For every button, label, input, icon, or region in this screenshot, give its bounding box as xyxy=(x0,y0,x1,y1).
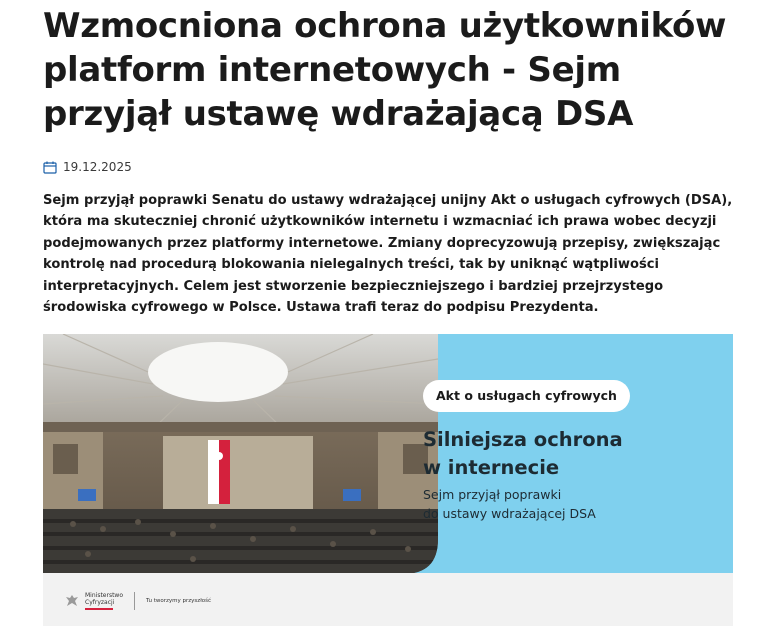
banner-headline xyxy=(423,426,713,482)
calendar-icon xyxy=(43,161,57,174)
ministry-name-line: Ministerstwo xyxy=(85,592,124,599)
banner-subline-line: Sejm przyjął poprawki xyxy=(423,487,562,502)
banner-headline-line: Silniejsza ochrona xyxy=(423,428,623,451)
article-date: 19.12.2025 xyxy=(63,160,132,174)
ministry-separator xyxy=(134,592,135,610)
ministry-tagline: Tu tworzymy przyszłość xyxy=(146,598,212,604)
eagle-icon xyxy=(65,594,79,608)
banner-footer xyxy=(43,573,733,626)
ministry-logo xyxy=(65,592,211,610)
banner-subline-line: do ustawy wdrażającej DSA xyxy=(423,506,596,521)
article-title: Wzmocniona ochrona użytkowników platform internetowych - Sejm przyjął ustawę wdrażającą DSA xyxy=(43,6,727,134)
article-date-row xyxy=(43,160,132,174)
article-lead: Sejm przyjął poprawki Senatu do ustawy wdrażającej unijny Akt o usługach cyfrowych (DSA), która ma skuteczniej chronić użytkowników internetu i wzmacniać ich prawa wobec decyzji podejmowanych przez platformy internetowe. Zmiany doprecyzowują przepisy, zwiększając kontrolę nad procedurą blokowania nielegalnych treści, tak by uniknąć wątpliwości interpretacyjnych. Celem jest stworzenie bezpieczniejszego i bardziej przejrzystego środowiska cyfrowego w Polsce. Ustawa trafi teraz do podpisu Prezydenta. xyxy=(43,193,733,316)
banner-pill: Akt o usługach cyfrowych xyxy=(423,380,630,412)
article-banner-image xyxy=(43,334,733,626)
ministry-red-underline xyxy=(85,608,113,610)
ministry-name-line: Cyfryzacji xyxy=(85,599,115,606)
banner-headline-line: w internecie xyxy=(423,456,560,479)
ministry-name xyxy=(85,592,123,610)
sejm-chamber-photo xyxy=(43,334,438,574)
banner-subline xyxy=(423,485,713,523)
